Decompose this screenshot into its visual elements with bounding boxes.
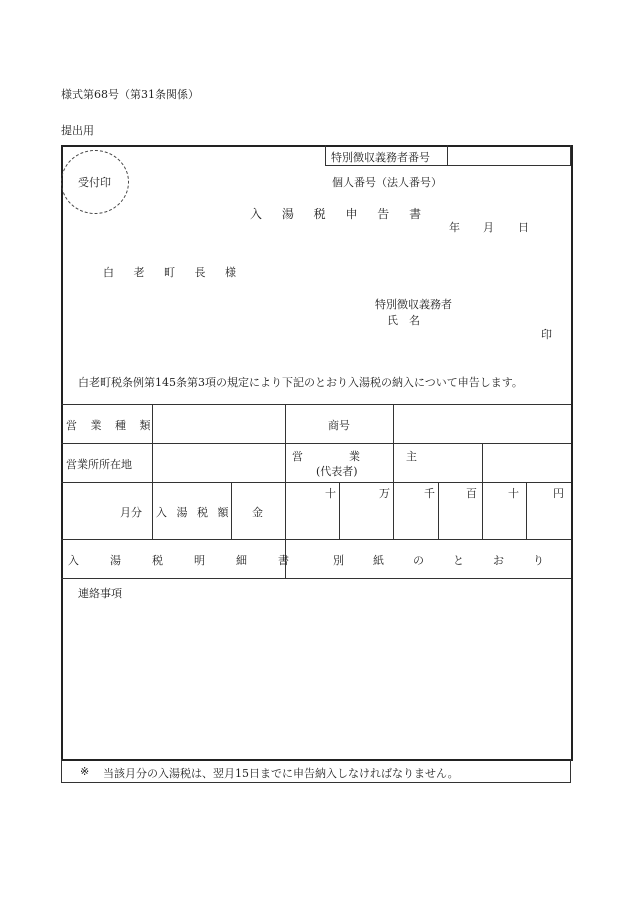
page-title: 入 湯 税 申 告 書 (250, 207, 430, 221)
date-month[interactable]: 月 (483, 221, 494, 234)
form-number: 様式第68号（第31条関係） (61, 88, 199, 101)
number-box-divider (447, 145, 448, 165)
business-type-label: 営 業 種 類 (66, 419, 156, 432)
trade-name-field[interactable] (394, 405, 569, 442)
stamp-label: 受付印 (78, 176, 111, 189)
month-portion-label: 月分 (120, 506, 142, 519)
digit-label: 百 (466, 487, 477, 500)
row-divider (61, 539, 571, 540)
digit-label: 十 (508, 487, 519, 500)
date-day[interactable]: 日 (518, 221, 529, 234)
copy-label: 提出用 (61, 124, 94, 137)
statement-text: 白老町税条例第145条第3項の規定により下記のとおり入湯税の納入について申告します。 (78, 376, 523, 389)
personal-number-label: 個人番号（法人番号） (332, 176, 442, 189)
business-type-field[interactable] (153, 405, 284, 442)
tax-amount-field[interactable] (286, 483, 569, 538)
representative-label: (代表者) (316, 465, 358, 478)
business-location-label: 営業所所在地 (66, 458, 132, 471)
seal-mark: 印 (541, 328, 552, 341)
detail-value: 別 紙 の と お り (333, 554, 553, 567)
proprietor-field[interactable] (394, 444, 569, 481)
digit-label: 千 (424, 487, 435, 500)
digit-label: 十 (325, 487, 336, 500)
amount-label: 金 (252, 506, 263, 519)
date-year[interactable]: 年 (449, 221, 460, 234)
business-location-field[interactable] (153, 444, 284, 481)
trade-name-label: 商号 (328, 419, 350, 432)
digit-label: 万 (379, 487, 390, 500)
footnote-text: 当該月分の入湯税は、翌月15日までに申告納入しなければなりません。 (103, 767, 459, 780)
collector-label: 特別徴収義務者 (375, 298, 452, 311)
digit-label: 円 (553, 487, 564, 500)
col-divider (152, 482, 153, 539)
name-label: 氏 名 (387, 314, 420, 327)
addressee: 白 老 町 長 様 (103, 266, 244, 279)
contact-label: 連絡事項 (78, 587, 122, 600)
detail-label: 入 湯 税 明 細 書 (68, 554, 299, 567)
special-collector-number-label: 特別徴収義務者番号 (331, 151, 430, 164)
proprietor-label: 営 業 主 (292, 450, 425, 463)
tax-amount-label: 入 湯 税 額 (156, 506, 232, 519)
row-divider (61, 578, 571, 579)
contact-field[interactable] (62, 600, 568, 755)
footnote-mark: ※ (80, 765, 90, 778)
